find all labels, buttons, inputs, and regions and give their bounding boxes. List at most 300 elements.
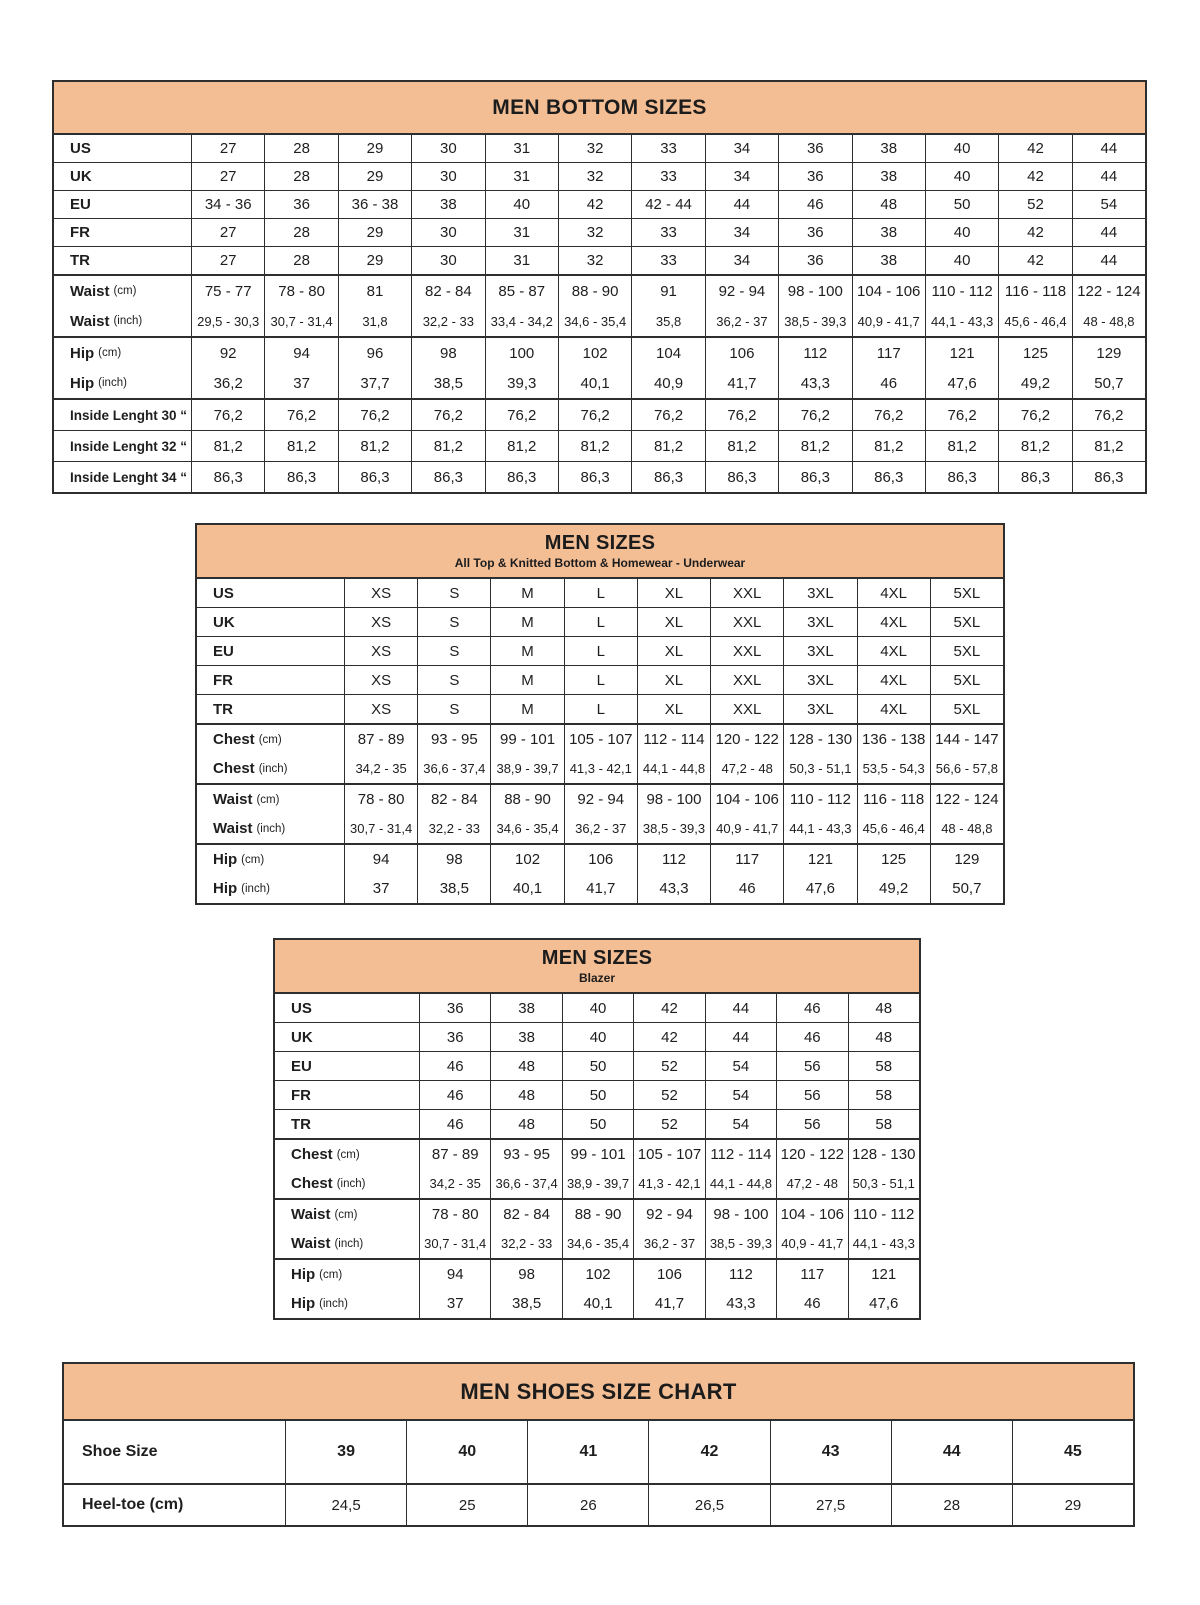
value-cell: 36 [779, 163, 852, 190]
value-cell: 128 - 130 50,3 - 51,1 [852, 1146, 916, 1191]
value-cell: 136 - 138 53,5 - 54,3 [858, 725, 931, 783]
row-label: Chest (cm) Chest (inch) [197, 725, 345, 783]
value-cell: 42 [999, 163, 1072, 190]
value-cell: 48 [875, 1028, 893, 1046]
value-cell: 88 - 90 34,6 - 35,4 [559, 276, 632, 336]
value-cell: 27 [192, 163, 265, 190]
value-cell: 117 46 [711, 845, 784, 903]
value-cell: 82 - 84 32,2 - 33 [412, 276, 485, 336]
value-cell: 116 - 118 45,6 - 46,4 [858, 785, 931, 843]
value-cell: 81,2 [853, 431, 926, 461]
value-cell: 81,2 [412, 431, 485, 461]
value-cell: 50 [926, 191, 999, 218]
value-cell: XL [638, 579, 711, 607]
value-cell: XS [345, 666, 418, 694]
value-cell: L [565, 608, 638, 636]
table-body [197, 579, 1003, 903]
value-cell: 5XL [953, 584, 981, 602]
value-cell: 104 - 106 40,9 - 41,7 [711, 785, 784, 843]
men-sizes-top-table [195, 523, 1005, 905]
value-cell: 85 - 87 33,4 - 34,2 [486, 276, 559, 336]
value-cell: 86,3 [1094, 468, 1124, 486]
row-label: Waist (cm) Waist (inch) [275, 1200, 420, 1258]
value-cell: 81,2 [559, 431, 632, 461]
value-cell: 122 - 124 48 - 48,8 [935, 791, 999, 836]
value-cell: 81,2 [926, 431, 999, 461]
value-cell: 112 - 114 44,1 - 44,8 [638, 725, 711, 783]
value-cell: 76,2 [853, 400, 926, 430]
row-label: EU [197, 637, 345, 665]
value-cell: 104 - 106 40,9 - 41,7 [853, 276, 926, 336]
value-cell: 24,5 [286, 1485, 407, 1525]
table-header [64, 1364, 1133, 1421]
value-cell: 76,2 [412, 400, 485, 430]
value-cell: 117 46 [853, 338, 926, 398]
value-cell: 29 [1064, 1496, 1082, 1514]
value-cell: 34 [706, 163, 779, 190]
value-cell: 31 [486, 247, 559, 274]
value-cell: 27,5 [771, 1485, 892, 1525]
value-cell: 56 [777, 1081, 848, 1109]
table-row [275, 1140, 919, 1200]
row-label: Chest (cm) Chest (inch) [275, 1140, 420, 1198]
value-cell: 36 [420, 994, 491, 1022]
value-cell: 38 [491, 994, 562, 1022]
value-cell: 81,2 [999, 431, 1072, 461]
table-title: MEN SIZES [544, 532, 656, 554]
value-cell: 3XL [784, 695, 857, 723]
value-cell: 86,3 [265, 462, 338, 492]
value-cell: 76,2 [339, 400, 412, 430]
table-row [275, 994, 919, 1023]
value-cell: 91 35,8 [632, 276, 705, 336]
value-cell: 128 - 130 50,3 - 51,1 [784, 725, 857, 783]
value-cell: 3XL [784, 666, 857, 694]
table-body [275, 994, 919, 1318]
value-cell: 56 [777, 1052, 848, 1080]
value-cell: 81 31,8 [339, 276, 412, 336]
value-cell: 50 [563, 1081, 634, 1109]
value-cell: XXL [711, 666, 784, 694]
value-cell: 81,2 [779, 431, 852, 461]
value-cell: 120 - 122 47,2 - 48 [711, 725, 784, 783]
value-cell: XXL [711, 579, 784, 607]
row-label: EU [54, 191, 192, 218]
value-cell: 112 43,3 [706, 1260, 777, 1318]
value-cell: 36 [265, 191, 338, 218]
table-row [197, 666, 1003, 695]
table-row [197, 725, 1003, 785]
value-cell: 46 [420, 1110, 491, 1138]
value-cell: 42 [634, 1023, 705, 1051]
value-cell: 87 - 89 34,2 - 35 [420, 1140, 491, 1198]
value-cell: 38 [853, 247, 926, 274]
value-cell: 36 - 38 [339, 191, 412, 218]
value-cell: 40 [926, 247, 999, 274]
table-row [275, 1110, 919, 1140]
value-cell: 27 [192, 135, 265, 162]
value-cell: 96 37,7 [339, 338, 412, 398]
value-cell: 28 [265, 219, 338, 246]
value-cell: 58 [875, 1115, 893, 1133]
value-cell: 40 [926, 219, 999, 246]
table-row [64, 1485, 1133, 1525]
value-cell: 106 41,7 [706, 338, 779, 398]
value-cell: 76,2 [486, 400, 559, 430]
value-cell: 94 37 [265, 338, 338, 398]
value-cell: 33 [632, 135, 705, 162]
value-cell: 76,2 [632, 400, 705, 430]
value-cell: 129 50,7 [952, 851, 982, 897]
value-cell: 86,3 [999, 462, 1072, 492]
value-cell: S [418, 666, 491, 694]
value-cell: 48 [491, 1081, 562, 1109]
value-cell: 32 [559, 163, 632, 190]
value-cell: 86,3 [192, 462, 265, 492]
men-bottom-sizes-table [52, 80, 1147, 494]
value-cell: 76,2 [706, 400, 779, 430]
value-cell: 36 [779, 219, 852, 246]
value-cell: 32 [559, 219, 632, 246]
value-cell: 94 37 [420, 1260, 491, 1318]
value-cell: 28 [892, 1485, 1013, 1525]
table-row [197, 695, 1003, 725]
value-cell: 38 [853, 219, 926, 246]
value-cell: M [491, 695, 564, 723]
row-label: Heel-toe (cm) [64, 1485, 286, 1525]
value-cell: M [491, 637, 564, 665]
value-cell: 86,3 [412, 462, 485, 492]
value-cell: 5XL [953, 700, 981, 718]
value-cell: 76,2 [559, 400, 632, 430]
value-cell: 86,3 [559, 462, 632, 492]
table-row [197, 637, 1003, 666]
value-cell: 104 40,9 [632, 338, 705, 398]
value-cell: 93 - 95 36,6 - 37,4 [418, 725, 491, 783]
value-cell: 40 [407, 1421, 528, 1483]
value-cell: 110 - 112 44,1 - 43,3 [852, 1206, 915, 1251]
row-label: US [54, 135, 192, 162]
value-cell: 99 - 101 38,9 - 39,7 [491, 725, 564, 783]
value-cell: 33 [632, 219, 705, 246]
value-cell: 82 - 84 32,2 - 33 [418, 785, 491, 843]
value-cell: 4XL [858, 666, 931, 694]
value-cell: 3XL [784, 608, 857, 636]
value-cell: 76,2 [265, 400, 338, 430]
value-cell: 104 - 106 40,9 - 41,7 [777, 1200, 848, 1258]
value-cell: 82 - 84 32,2 - 33 [491, 1200, 562, 1258]
value-cell: 4XL [858, 695, 931, 723]
table-row [54, 276, 1145, 338]
value-cell: 36 [779, 247, 852, 274]
value-cell: 29 [339, 135, 412, 162]
value-cell: 86,3 [706, 462, 779, 492]
row-label: TR [54, 247, 192, 274]
value-cell: 27 [192, 219, 265, 246]
value-cell: 42 [634, 994, 705, 1022]
value-cell: 46 [777, 994, 848, 1022]
value-cell: 3XL [784, 579, 857, 607]
value-cell: 120 - 122 47,2 - 48 [777, 1140, 848, 1198]
value-cell: 122 - 124 48 - 48,8 [1077, 282, 1141, 329]
value-cell: 105 - 107 41,3 - 42,1 [634, 1140, 705, 1198]
table-row [275, 1052, 919, 1081]
row-label: Shoe Size [64, 1421, 286, 1483]
value-cell: 40 [486, 191, 559, 218]
value-cell: 29 [339, 163, 412, 190]
value-cell: 42 [999, 247, 1072, 274]
value-cell: 98 38,5 [491, 1260, 562, 1318]
table-row [275, 1023, 919, 1052]
table-row [54, 431, 1145, 462]
value-cell: 44 [1100, 252, 1118, 269]
value-cell: 42 [999, 219, 1072, 246]
value-cell: 93 - 95 36,6 - 37,4 [491, 1140, 562, 1198]
value-cell: 144 - 147 56,6 - 57,8 [935, 731, 999, 776]
value-cell: XS [345, 637, 418, 665]
value-cell: 110 - 112 44,1 - 43,3 [926, 276, 999, 336]
value-cell: 46 [779, 191, 852, 218]
row-label: Hip (cm) Hip (inch) [54, 338, 192, 398]
row-label: TR [275, 1110, 420, 1138]
value-cell: 52 [634, 1081, 705, 1109]
value-cell: 112 - 114 44,1 - 44,8 [706, 1140, 777, 1198]
value-cell: 50 [563, 1110, 634, 1138]
value-cell: 99 - 101 38,9 - 39,7 [563, 1140, 634, 1198]
value-cell: 81,2 [632, 431, 705, 461]
table-subtitle: All Top & Knitted Bottom & Homewear - Underwear [454, 556, 746, 570]
value-cell: 78 - 80 30,7 - 31,4 [345, 785, 418, 843]
value-cell: 40 [563, 1023, 634, 1051]
value-cell: 50 [563, 1052, 634, 1080]
row-label: Waist (cm) Waist (inch) [54, 276, 192, 336]
value-cell: 30 [412, 135, 485, 162]
value-cell: 106 41,7 [634, 1260, 705, 1318]
value-cell: 28 [265, 135, 338, 162]
value-cell: 33 [632, 163, 705, 190]
value-cell: 34 [706, 135, 779, 162]
value-cell: 52 [999, 191, 1072, 218]
value-cell: 44 [706, 191, 779, 218]
value-cell: 44 [1100, 168, 1118, 185]
row-label: Hip (cm) Hip (inch) [275, 1260, 420, 1318]
row-label: UK [54, 163, 192, 190]
value-cell: 98 - 100 38,5 - 39,3 [706, 1200, 777, 1258]
value-cell: 32 [559, 135, 632, 162]
value-cell: 28 [265, 163, 338, 190]
value-cell: 86,3 [632, 462, 705, 492]
value-cell: S [418, 695, 491, 723]
value-cell: XS [345, 608, 418, 636]
value-cell: 121 47,6 [926, 338, 999, 398]
value-cell: 110 - 112 44,1 - 43,3 [784, 785, 857, 843]
value-cell: 42 - 44 [632, 191, 705, 218]
value-cell: 52 [634, 1110, 705, 1138]
table-header [54, 82, 1145, 135]
value-cell: 41 [528, 1421, 649, 1483]
value-cell: 44 [1100, 224, 1118, 241]
value-cell: 81,2 [265, 431, 338, 461]
value-cell: 28 [265, 247, 338, 274]
table-row [275, 1260, 919, 1318]
value-cell: 98 38,5 [418, 845, 491, 903]
row-label: FR [54, 219, 192, 246]
value-cell: 112 43,3 [779, 338, 852, 398]
value-cell: 86,3 [853, 462, 926, 492]
value-cell: 98 - 100 38,5 - 39,3 [779, 276, 852, 336]
value-cell: 42 [559, 191, 632, 218]
value-cell: 78 - 80 30,7 - 31,4 [265, 276, 338, 336]
value-cell: 86,3 [486, 462, 559, 492]
value-cell: 58 [875, 1057, 893, 1075]
table-row [54, 400, 1145, 431]
value-cell: 88 - 90 34,6 - 35,4 [491, 785, 564, 843]
table-row [275, 1081, 919, 1110]
value-cell: 31 [486, 163, 559, 190]
value-cell: 76,2 [1094, 406, 1124, 424]
value-cell: 86,3 [339, 462, 412, 492]
value-cell: 75 - 77 29,5 - 30,3 [192, 276, 265, 336]
value-cell: 40 [563, 994, 634, 1022]
value-cell: 46 [777, 1023, 848, 1051]
value-cell: 81,2 [192, 431, 265, 461]
table-row [54, 191, 1145, 219]
table-row [197, 579, 1003, 608]
value-cell: 26,5 [649, 1485, 770, 1525]
value-cell: S [418, 637, 491, 665]
value-cell: XXL [711, 637, 784, 665]
value-cell: 48 [491, 1052, 562, 1080]
value-cell: 54 [706, 1110, 777, 1138]
table-row [197, 845, 1003, 903]
row-label: Inside Lenght 34 “ [54, 462, 192, 492]
value-cell: 56 [777, 1110, 848, 1138]
value-cell: 102 40,1 [563, 1260, 634, 1318]
value-cell: 81,2 [706, 431, 779, 461]
row-label: EU [275, 1052, 420, 1080]
table-header [197, 525, 1003, 579]
value-cell: M [491, 666, 564, 694]
value-cell: 92 - 94 36,2 - 37 [706, 276, 779, 336]
value-cell: 36 [420, 1023, 491, 1051]
value-cell: 26 [528, 1485, 649, 1525]
value-cell: XL [638, 695, 711, 723]
value-cell: 54 [706, 1052, 777, 1080]
value-cell: 46 [420, 1081, 491, 1109]
table-title: MEN SHOES SIZE CHART [460, 1378, 737, 1404]
value-cell: 45 [1064, 1443, 1082, 1460]
value-cell: 31 [486, 135, 559, 162]
value-cell: 38 [853, 135, 926, 162]
value-cell: 25 [407, 1485, 528, 1525]
value-cell: 94 37 [345, 845, 418, 903]
value-cell: XXL [711, 695, 784, 723]
value-cell: XL [638, 608, 711, 636]
value-cell: M [491, 579, 564, 607]
value-cell: 5XL [953, 671, 981, 689]
value-cell: XS [345, 579, 418, 607]
table-title: MEN BOTTOM SIZES [492, 95, 707, 119]
value-cell: 48 [875, 999, 893, 1017]
value-cell: 125 49,2 [999, 338, 1072, 398]
value-cell: 44 [706, 1023, 777, 1051]
value-cell: 42 [649, 1421, 770, 1483]
value-cell: 46 [420, 1052, 491, 1080]
value-cell: 48 [853, 191, 926, 218]
value-cell: 92 - 94 36,2 - 37 [634, 1200, 705, 1258]
row-label: FR [275, 1081, 420, 1109]
value-cell: 81,2 [486, 431, 559, 461]
value-cell: 5XL [953, 613, 981, 631]
table-body [64, 1421, 1133, 1525]
value-cell: 87 - 89 34,2 - 35 [345, 725, 418, 783]
table-title: MEN SIZES [541, 947, 653, 969]
value-cell: 38 [412, 191, 485, 218]
table-row [54, 163, 1145, 191]
value-cell: S [418, 608, 491, 636]
value-cell: 33 [632, 247, 705, 274]
value-cell: 102 40,1 [559, 338, 632, 398]
men-sizes-blazer-table [273, 938, 921, 1320]
value-cell: 32 [559, 247, 632, 274]
men-shoes-size-chart-table [62, 1362, 1135, 1527]
value-cell: 76,2 [926, 400, 999, 430]
value-cell: 27 [192, 247, 265, 274]
table-subtitle: Blazer [578, 971, 616, 985]
value-cell: 98 - 100 38,5 - 39,3 [638, 785, 711, 843]
value-cell: 102 40,1 [491, 845, 564, 903]
value-cell: 34 [706, 219, 779, 246]
table-row [275, 1200, 919, 1260]
value-cell: XL [638, 666, 711, 694]
table-row [54, 247, 1145, 276]
value-cell: 38 [491, 1023, 562, 1051]
value-cell: 29 [339, 219, 412, 246]
value-cell: 38 [853, 163, 926, 190]
value-cell: 34 - 36 [192, 191, 265, 218]
row-label: Hip (cm) Hip (inch) [197, 845, 345, 903]
table-body [54, 135, 1145, 492]
value-cell: 4XL [858, 608, 931, 636]
value-cell: 44 [892, 1421, 1013, 1483]
value-cell: 76,2 [999, 400, 1072, 430]
value-cell: 31 [486, 219, 559, 246]
value-cell: 48 [491, 1110, 562, 1138]
table-row [54, 462, 1145, 492]
value-cell: 58 [875, 1086, 893, 1104]
value-cell: 92 36,2 [192, 338, 265, 398]
table-row [197, 785, 1003, 845]
value-cell: 78 - 80 30,7 - 31,4 [420, 1200, 491, 1258]
value-cell: M [491, 608, 564, 636]
value-cell: 100 39,3 [486, 338, 559, 398]
table-row [54, 135, 1145, 163]
value-cell: 116 - 118 45,6 - 46,4 [999, 276, 1072, 336]
row-label: UK [197, 608, 345, 636]
value-cell: 44 [1100, 140, 1118, 157]
value-cell: 106 41,7 [565, 845, 638, 903]
value-cell: 4XL [858, 637, 931, 665]
value-cell: 3XL [784, 637, 857, 665]
value-cell: 121 47,6 [784, 845, 857, 903]
value-cell: 98 38,5 [412, 338, 485, 398]
value-cell: 92 - 94 36,2 - 37 [565, 785, 638, 843]
row-label: US [197, 579, 345, 607]
row-label: Inside Lenght 32 “ [54, 431, 192, 461]
row-label: UK [275, 1023, 420, 1051]
value-cell: 88 - 90 34,6 - 35,4 [563, 1200, 634, 1258]
value-cell: 39 [286, 1421, 407, 1483]
